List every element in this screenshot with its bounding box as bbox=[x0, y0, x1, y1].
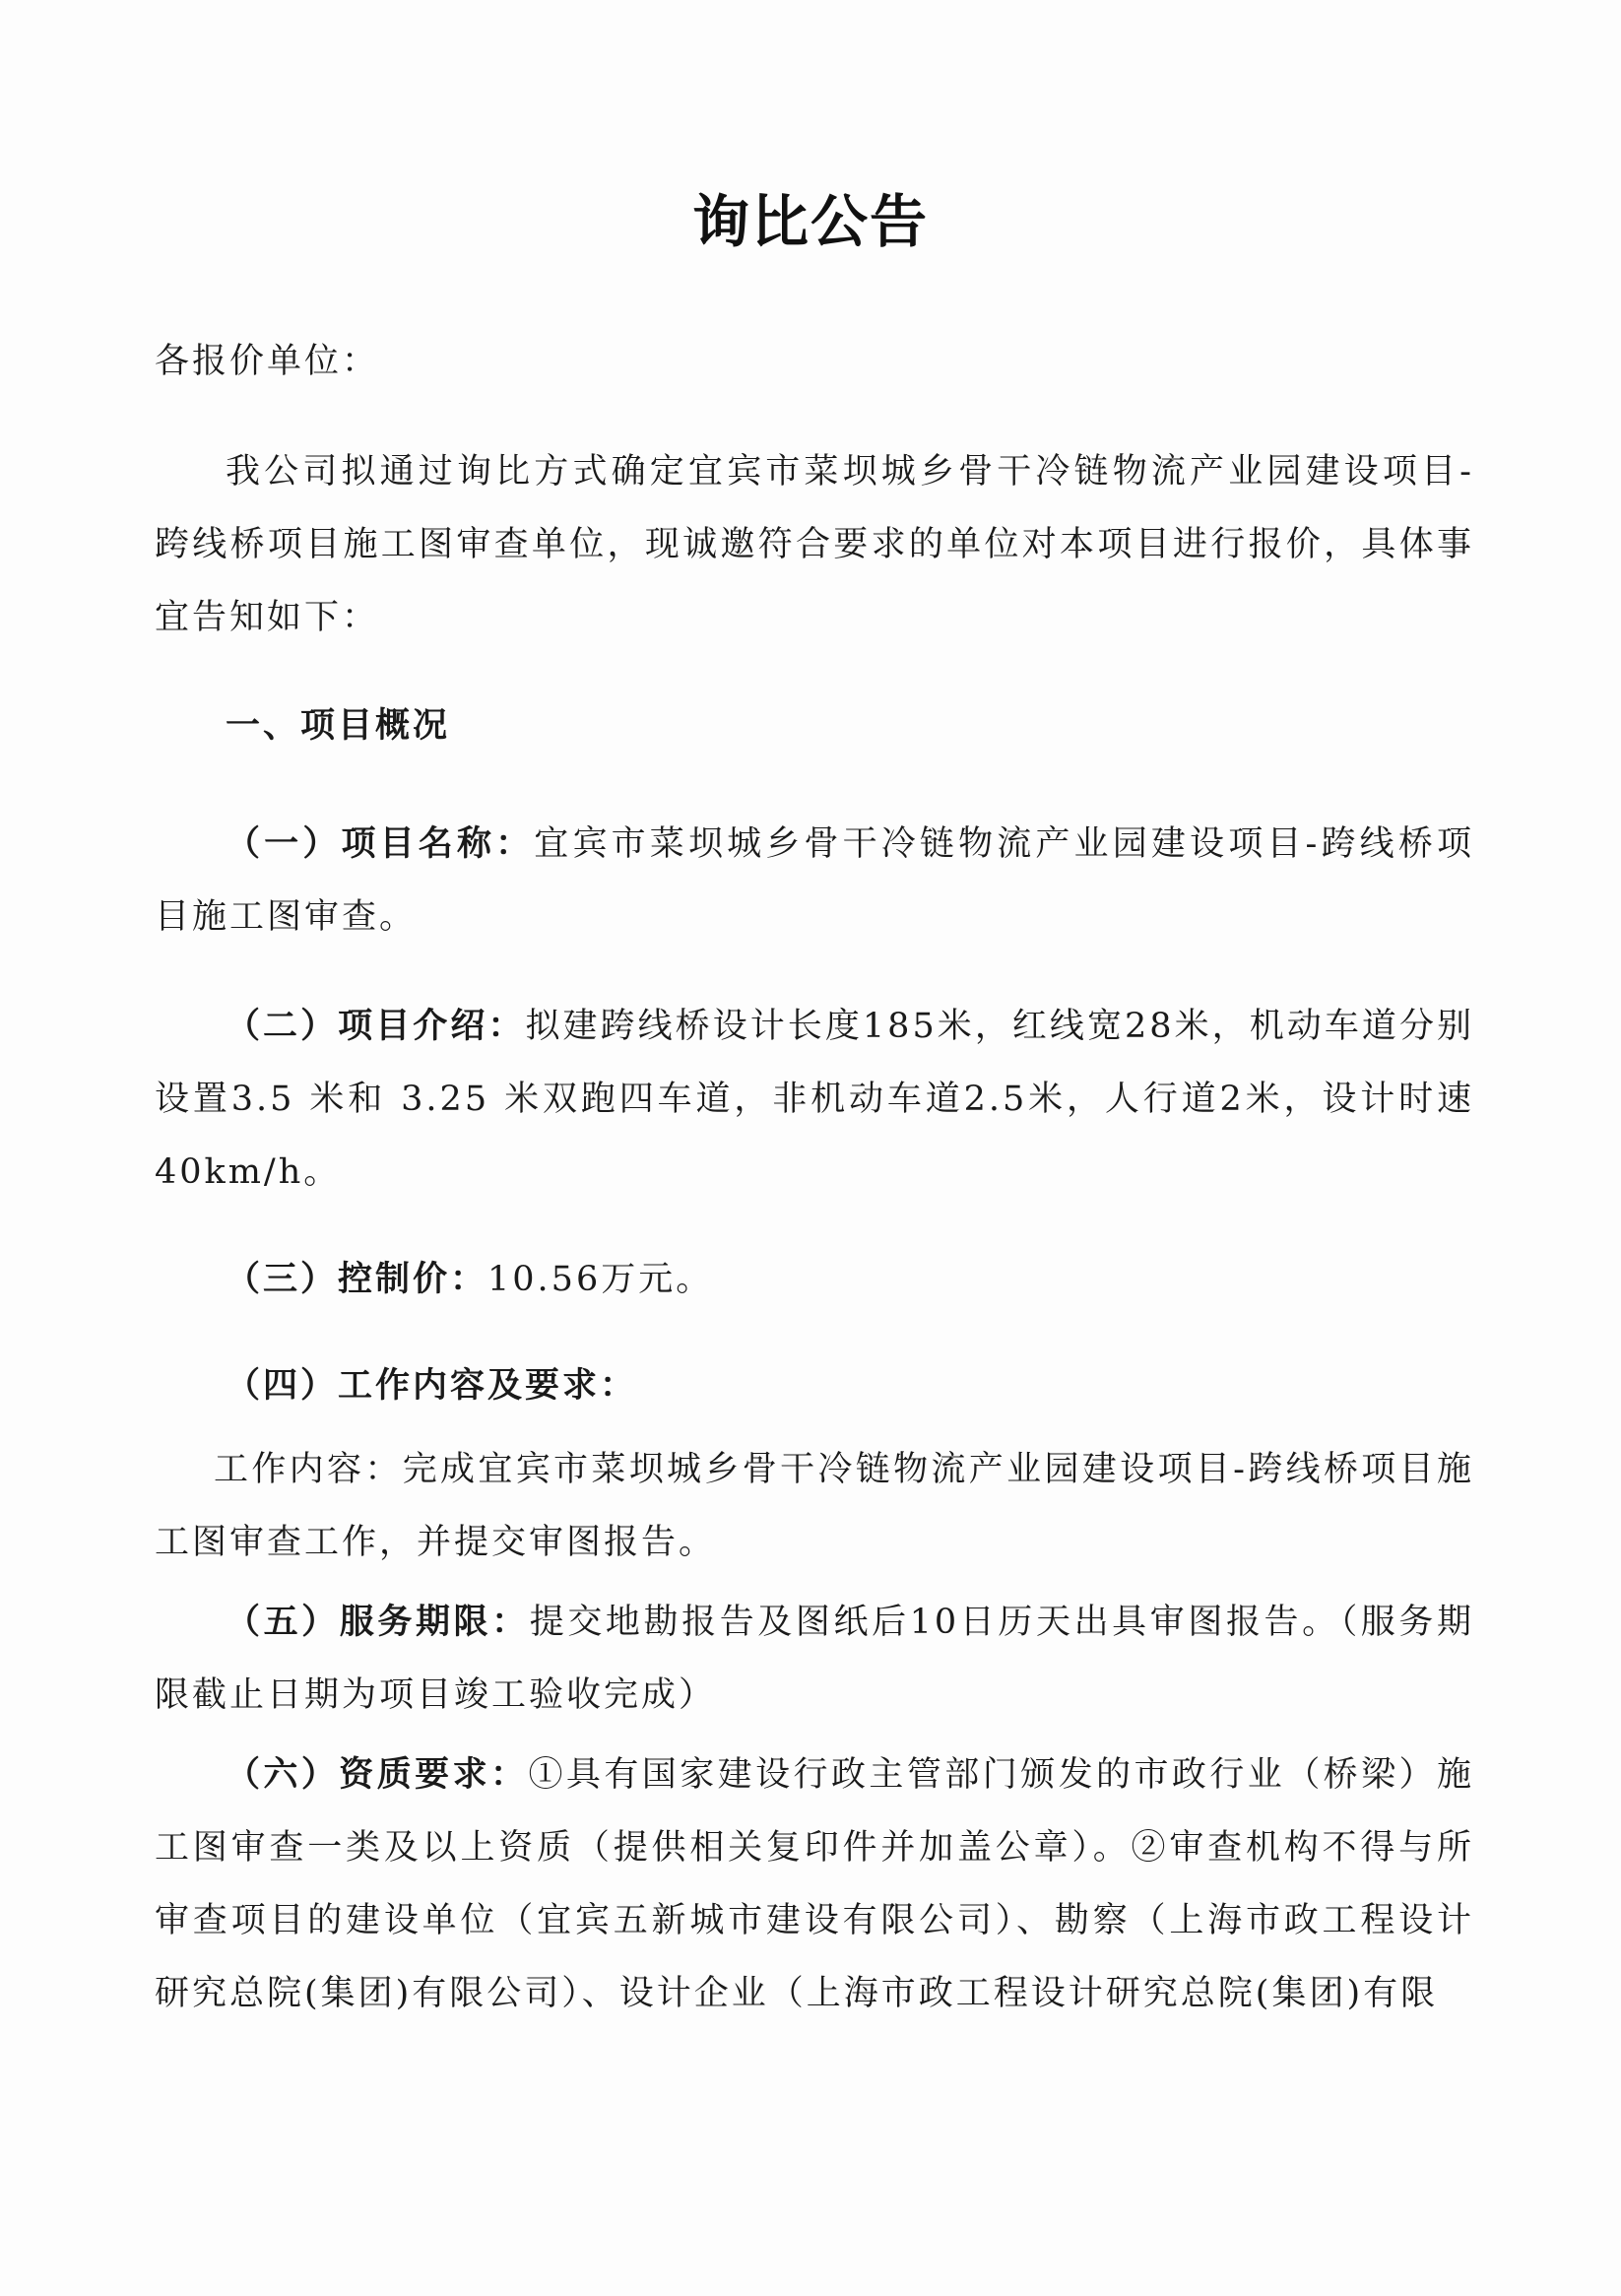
item-project-name-label: （一）项目名称： bbox=[226, 823, 535, 864]
item-project-intro-text: 拟建跨线桥设计长度185米，红线宽28米，机动车道分别设置3.5 米和 3.25 米双跑四车道，非机动车道2.5米，人行道2米，设计时速 40km/h。 bbox=[155, 1007, 1474, 1192]
item-control-price-text: 10.56万元。 bbox=[487, 1260, 714, 1299]
item-work-requirements-label: （四）工作内容及要求： bbox=[226, 1365, 638, 1406]
section-heading-project-overview: 一、项目概况 bbox=[226, 706, 451, 746]
item-control-price-label: （三）控制价： bbox=[226, 1259, 488, 1299]
item-project-intro-label: （二）项目介绍： bbox=[226, 1006, 526, 1046]
item-work-requirements bbox=[155, 1349, 1474, 1422]
salutation: 各报价单位： bbox=[155, 342, 380, 381]
item-qualification-label: （六）资质要求： bbox=[226, 1754, 529, 1795]
document-title: 询比公告 bbox=[691, 188, 929, 255]
item-qualification bbox=[155, 1738, 1474, 2030]
item-project-intro bbox=[155, 990, 1474, 1209]
item-project-name bbox=[155, 808, 1474, 953]
item-service-period-label: （五）服务期限： bbox=[226, 1602, 530, 1642]
item-service-period bbox=[155, 1586, 1474, 1732]
item-service-period-text: 提交地勘报告及图纸后10日历天出具审图报告。（服务期限截止日期为项目竣工验收完成） bbox=[155, 1603, 1474, 1715]
work-content-paragraph: 工作内容：完成宜宾市菜坝城乡骨干冷链物流产业园建设项目-跨线桥项目施工图审查工作，并提交审图报告。 bbox=[155, 1450, 1474, 1562]
item-qualification-text: ①具有国家建设行政主管部门颁发的市政行业（桥梁）施工图审查一类及以上资质（提供相关复印件并加盖公章）。②审查机构不得与所审查项目的建设单位（宜宾五新城市建设有限公司）、勘察（上海市政工程设计研究总院(集团)有限公司）、设计企业（上海市政工程设计研究总院(集团)有限 bbox=[155, 1755, 1474, 2013]
intro-paragraph: 我公司拟通过询比方式确定宜宾市菜坝城乡骨干冷链物流产业园建设项目-跨线桥项目施工图审查单位，现诚邀符合要求的单位对本项目进行报价，具体事宜告知如下： bbox=[155, 452, 1474, 637]
item-project-name-text: 宜宾市菜坝城乡骨干冷链物流产业园建设项目-跨线桥项目施工图审查。 bbox=[155, 824, 1474, 937]
item-control-price bbox=[155, 1243, 1474, 1316]
